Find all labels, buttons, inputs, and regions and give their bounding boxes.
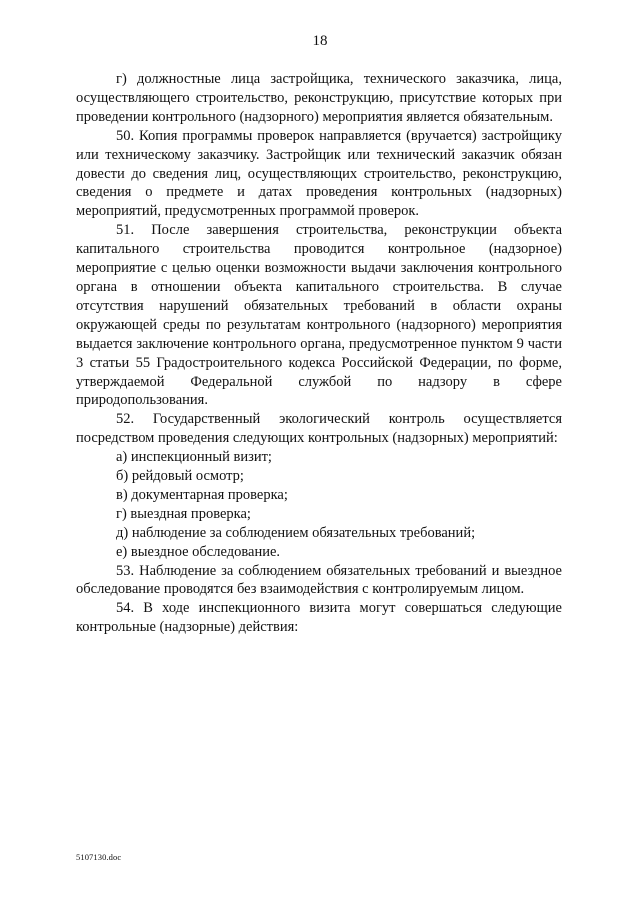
- page-number: 18: [312, 33, 328, 49]
- list-item-e: е) выездное обследование.: [116, 543, 281, 560]
- list-item-d: д) наблюдение за соблюдением обязательных требований;: [116, 524, 476, 541]
- list-item-v: в) документарная проверка;: [116, 486, 288, 503]
- paragraph-54: 54. В ходе инспекционного визита могут совершаться следующие контрольные (надзорные) действия:: [76, 600, 562, 636]
- file-name-footer: 5107130.doc: [76, 852, 122, 862]
- list-item-g: г) выездная проверка;: [116, 505, 251, 522]
- list-item-b: б) рейдовый осмотр;: [116, 468, 244, 485]
- paragraph-53: 53. Наблюдение за соблюдением обязательных требований и выездное обследование проводятся без взаимодействия с контролируемым лицом.: [76, 562, 562, 598]
- paragraph-subitem-g: г) должностные лица застройщика, технического заказчика, лица, осуществляющего строительство, реконструкцию, присутствие которых при проведении контрольного (надзорного) мероприятия является обязательным.: [76, 71, 562, 125]
- paragraph-52: 52. Государственный экологический контроль осуществляется посредством проведения следующих контрольных (надзорных) мероприятий:: [76, 411, 562, 447]
- document-body: [76, 70, 562, 637]
- paragraph-50: 50. Копия программы проверок направляется (вручается) застройщику или техническому заказчику. Застройщик или технический заказчик обязан довести до сведения лиц, осуществляющих строительство, реконструкцию, сведения о предмете и датах проведения контрольных (надзорных) мероприятий, предусмотренных программой проверок.: [76, 127, 562, 220]
- list-item-a: а) инспекционный визит;: [116, 449, 272, 466]
- paragraph-51: 51. После завершения строительства, реконструкции объекта капитального строительства проводится контрольное (надзорное) мероприятие с целью оценки возможности выдачи заключения контрольного органа в отношении объекта капитального строительства. В случае отсутствия нарушений обязательных требований в области охраны окружающей среды по результатам контрольного (надзорного) мероприятия выдается заключение контрольного органа, предусмотренное пунктом 9 части 3 статьи 55 Градостроительного кодекса Российской Федерации, по форме, утверждаемой Федеральной службой по надзору в сфере природопользования.: [76, 222, 562, 409]
